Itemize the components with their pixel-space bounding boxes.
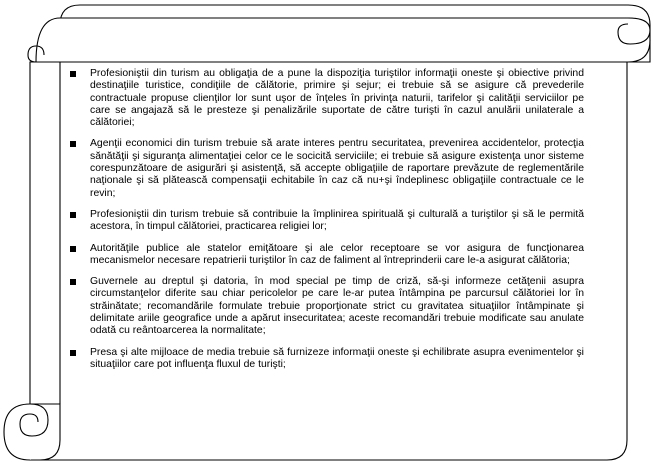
- list-item: [70, 276, 584, 337]
- square-bullet-icon: [70, 246, 76, 252]
- list-item: [70, 138, 584, 199]
- paragraph-text: Agenţii economici din turism trebuie să arate interes pentru securitatea, prevenirea accidentelor, protecţia sănătăţii şi siguranţa alimentaţiei celor ce le socicită serviciile; ei trebuie să asigure existenţa unor sisteme corespunzătoare de asigurări şi asistenţă, să accepte obligaţiile de raportare prevăzute de reglementările naţionale şi să plătească compensaţii echitabile în caz că nu+şi îndeplinesc obligaţiile contractuale ce le revin;: [90, 138, 584, 199]
- square-bullet-icon: [70, 71, 76, 77]
- list-item: [70, 68, 584, 129]
- paragraph-text: Presa şi alte mijloace de media trebuie să furnizeze informaţii oneste şi echilibrate asupra evenimentelor şi situaţiilor care pot influenţa fluxul de turişti;: [90, 346, 584, 370]
- paragraph-text: Guvernele au dreptul şi datoria, în mod special pe timp de criză, să-şi informeze cetăţenii asupra circumstanţelor diferite sau chiar pericolelor pe care le-ar putea întâmpina pe parcursul călătoriei lor în străinătate; recomandările formulate trebuie proporţionate strict cu gravitatea situaţiilor întâmpinate şi delimitate ariile geografice unde a apărut insecuritatea; aceste recomandări trebuie modificate sau anulate odată cu reântoarcerea la normalitate;: [90, 276, 584, 337]
- square-bullet-icon: [70, 141, 76, 147]
- list-item: [70, 243, 584, 268]
- paragraph-text: Profesioniştii din turism trebuie să contribuie la împlinirea spirituală şi culturală a turiştilor şi să le permită acestora, în timpul călătoriei, practicarea religiei lor;: [90, 208, 584, 233]
- bullet-list: [70, 68, 584, 380]
- paragraph-text: Profesioniştii din turism au obligaţia de a pune la dispoziţia turiştilor informaţii oneste şi obiective privind destinaţiile turistice, condiţiile de călătorie, primire şi sejur; ei trebuie să se asigure că prevederile contractuale propuse clienţilor lor sunt uşor de înţeles în privinţa naturii, tarifelor şi calităţii serviciilor pe care se angajază să le presteze şi penalizările suportate de către turişti în cazul anulării unilaterale a călătoriei;: [90, 68, 584, 129]
- list-item: [70, 347, 584, 372]
- square-bullet-icon: [70, 279, 76, 285]
- list-item: [70, 209, 584, 234]
- square-bullet-icon: [70, 212, 76, 218]
- scroll-top-roll: [28, 18, 650, 62]
- square-bullet-icon: [70, 350, 76, 356]
- paragraph-text: Autorităţile publice ale statelor emiţătoare şi ale celor receptoare se vor asigura de funcţionarea mecanismelor necesare repatrierii turiştilor în caz de faliment al întreprinderii care le-a asigurat călătoria;: [90, 242, 584, 266]
